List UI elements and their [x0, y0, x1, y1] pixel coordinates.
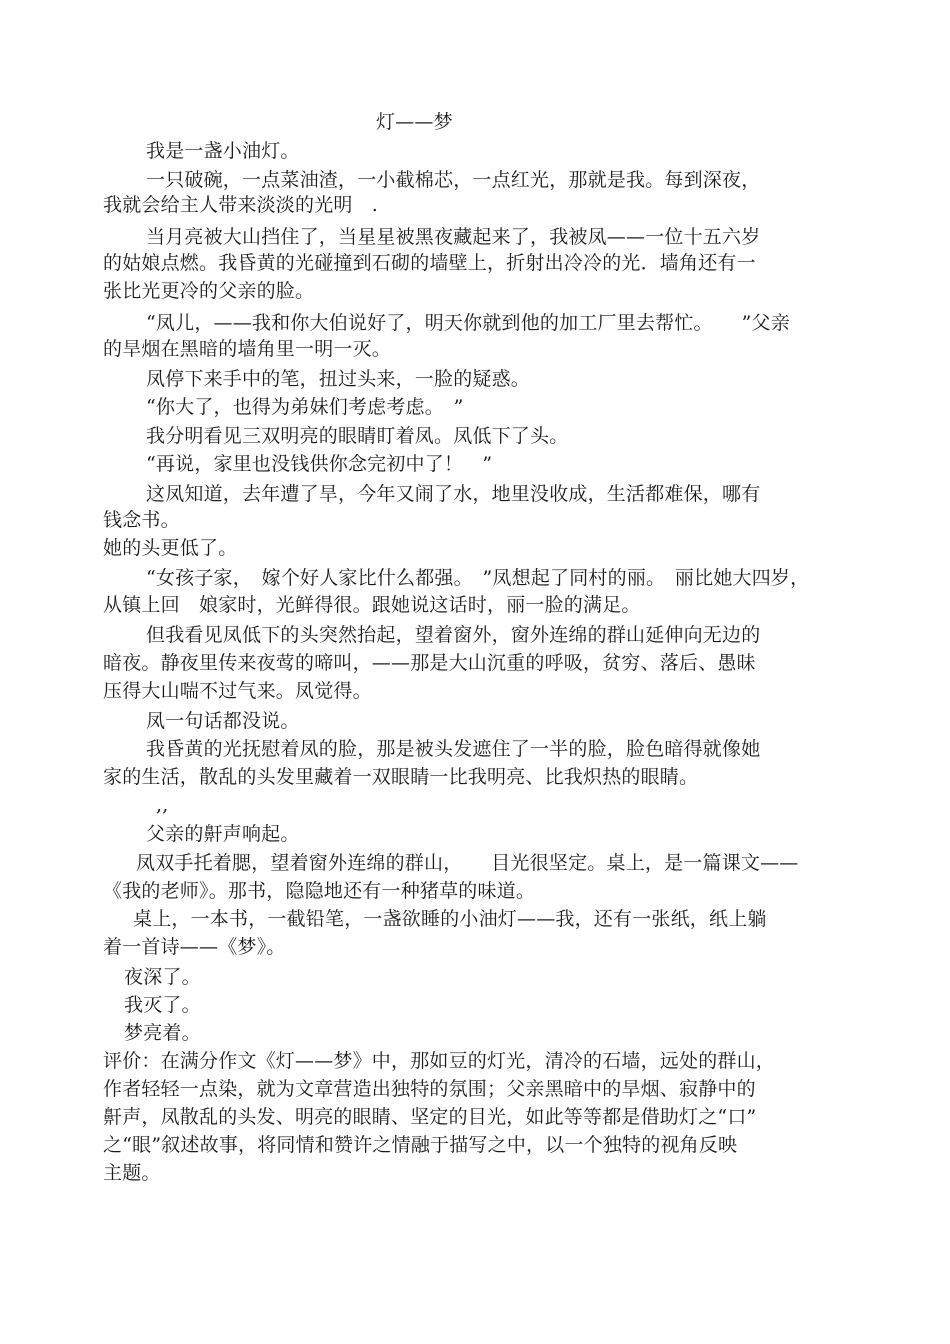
text-line: 作者轻轻一点染，就为文章营造出独特的氛围；父亲黑暗中的旱烟、寂静中的 [103, 1078, 756, 1100]
text-line: 但我看见凤低下的头突然抬起，望着窗外，窗外连绵的群山延伸向无边的 [146, 624, 761, 646]
document-title: 灯——梦 [376, 111, 453, 133]
text-line: 一只破碗，一点菜油渣，一小截棉芯，一点红光，那就是我。每到深夜， [146, 169, 761, 191]
text-line: 之“眼”叙述故事，将同情和赞许之情融于描写之中，以一个独特的视角反映 [103, 1134, 738, 1156]
text-line: 我就会给主人带来淡淡的光明 . [103, 194, 379, 216]
text-line: “女孩子家， 嫁个好人家比什么都强。 ”凤想起了同村的丽。 丽比她大四岁， [146, 567, 810, 589]
text-line: 我分明看见三双明亮的眼睛盯着凤。凤低下了头。 [146, 425, 569, 447]
text-line: 暗夜。静夜里传来夜莺的啼叫，——那是大山沉重的呼吸，贫穷、落后、愚昧 [103, 652, 756, 674]
text-line: 我灭了。 [124, 994, 201, 1016]
text-line: 父亲的鼾声响起。 [146, 823, 300, 845]
text-line: 梦亮着。 [124, 1022, 201, 1044]
text-line: 她的头更低了。 [103, 537, 238, 559]
text-line: 着一首诗——《梦》。 [103, 936, 286, 958]
text-line: 从镇上回 娘家时，光鲜得很。跟她说这话时，丽一脸的满足。 [103, 594, 641, 616]
text-line: 的旱烟在黑暗的墙角里一明一灭。 [103, 338, 392, 360]
text-line: “你大了，也得为弟妹们考虑考虑。 ” [146, 396, 464, 418]
text-line: 当月亮被大山挡住了，当星星被黑夜藏起来了，我被凤——一位十五六岁 [146, 226, 761, 248]
text-line: 压得大山喘不过气来。凤觉得。 [103, 680, 372, 702]
text-line: 家的生活，散乱的头发里藏着一双眼睛一比我明亮、比我炽热的眼睛。 [103, 766, 699, 788]
text-line: “再说，家里也没钱供你念完初中了！ ” [146, 453, 493, 475]
text-line: 的姑娘点燃。我昏黄的光碰撞到石砌的墙壁上，折射出冷冷的光．墙角还有一 [103, 252, 756, 274]
text-line: 这凤知道，去年遭了旱，今年又闹了水，地里没收成，生活都难保，哪有 [146, 483, 761, 505]
text-line: 凤一句话都没说。 [146, 710, 300, 732]
text-line: 我是一盏小油灯。 [146, 140, 300, 162]
text-line: 桌上，一本书，一截铅笔，一盏欲睡的小油灯——我，还有一张纸，纸上躺 [133, 908, 767, 930]
text-line: 《我的老师》。那书，隐隐地还有一种猪草的味道。 [103, 880, 536, 902]
text-line: 夜深了。 [124, 966, 201, 988]
text-line: 鼾声，凤散乱的头发、明亮的眼睛、坚定的目光，如此等等都是借助灯之“口” [103, 1106, 757, 1128]
text-line: 主题。 [103, 1162, 161, 1184]
text-line: “凤儿，——我和你大伯说好了，明天你就到他的加工厂里去帮忙。 ”父亲 [146, 312, 790, 334]
text-line: 张比光更冷的父亲的脸。 [103, 280, 315, 302]
text-line: 凤停下来手中的笔，扭过头来，一脸的疑惑。 [146, 368, 531, 390]
text-line: 我昏黄的光抚慰着凤的脸，那是被头发遮住了一半的脸，脸色暗得就像她 [146, 738, 761, 760]
text-line: 钱念书。 [103, 509, 180, 531]
text-line: 评价：在满分作文《灯——梦》中，那如豆的灯光，清冷的石墙，远处的群山， [103, 1050, 776, 1072]
text-line: 凤双手托着腮，望着窗外连绵的群山， 目光很坚定。桌上，是一篇课文—— [136, 852, 799, 874]
text-line: ,, [156, 794, 169, 816]
